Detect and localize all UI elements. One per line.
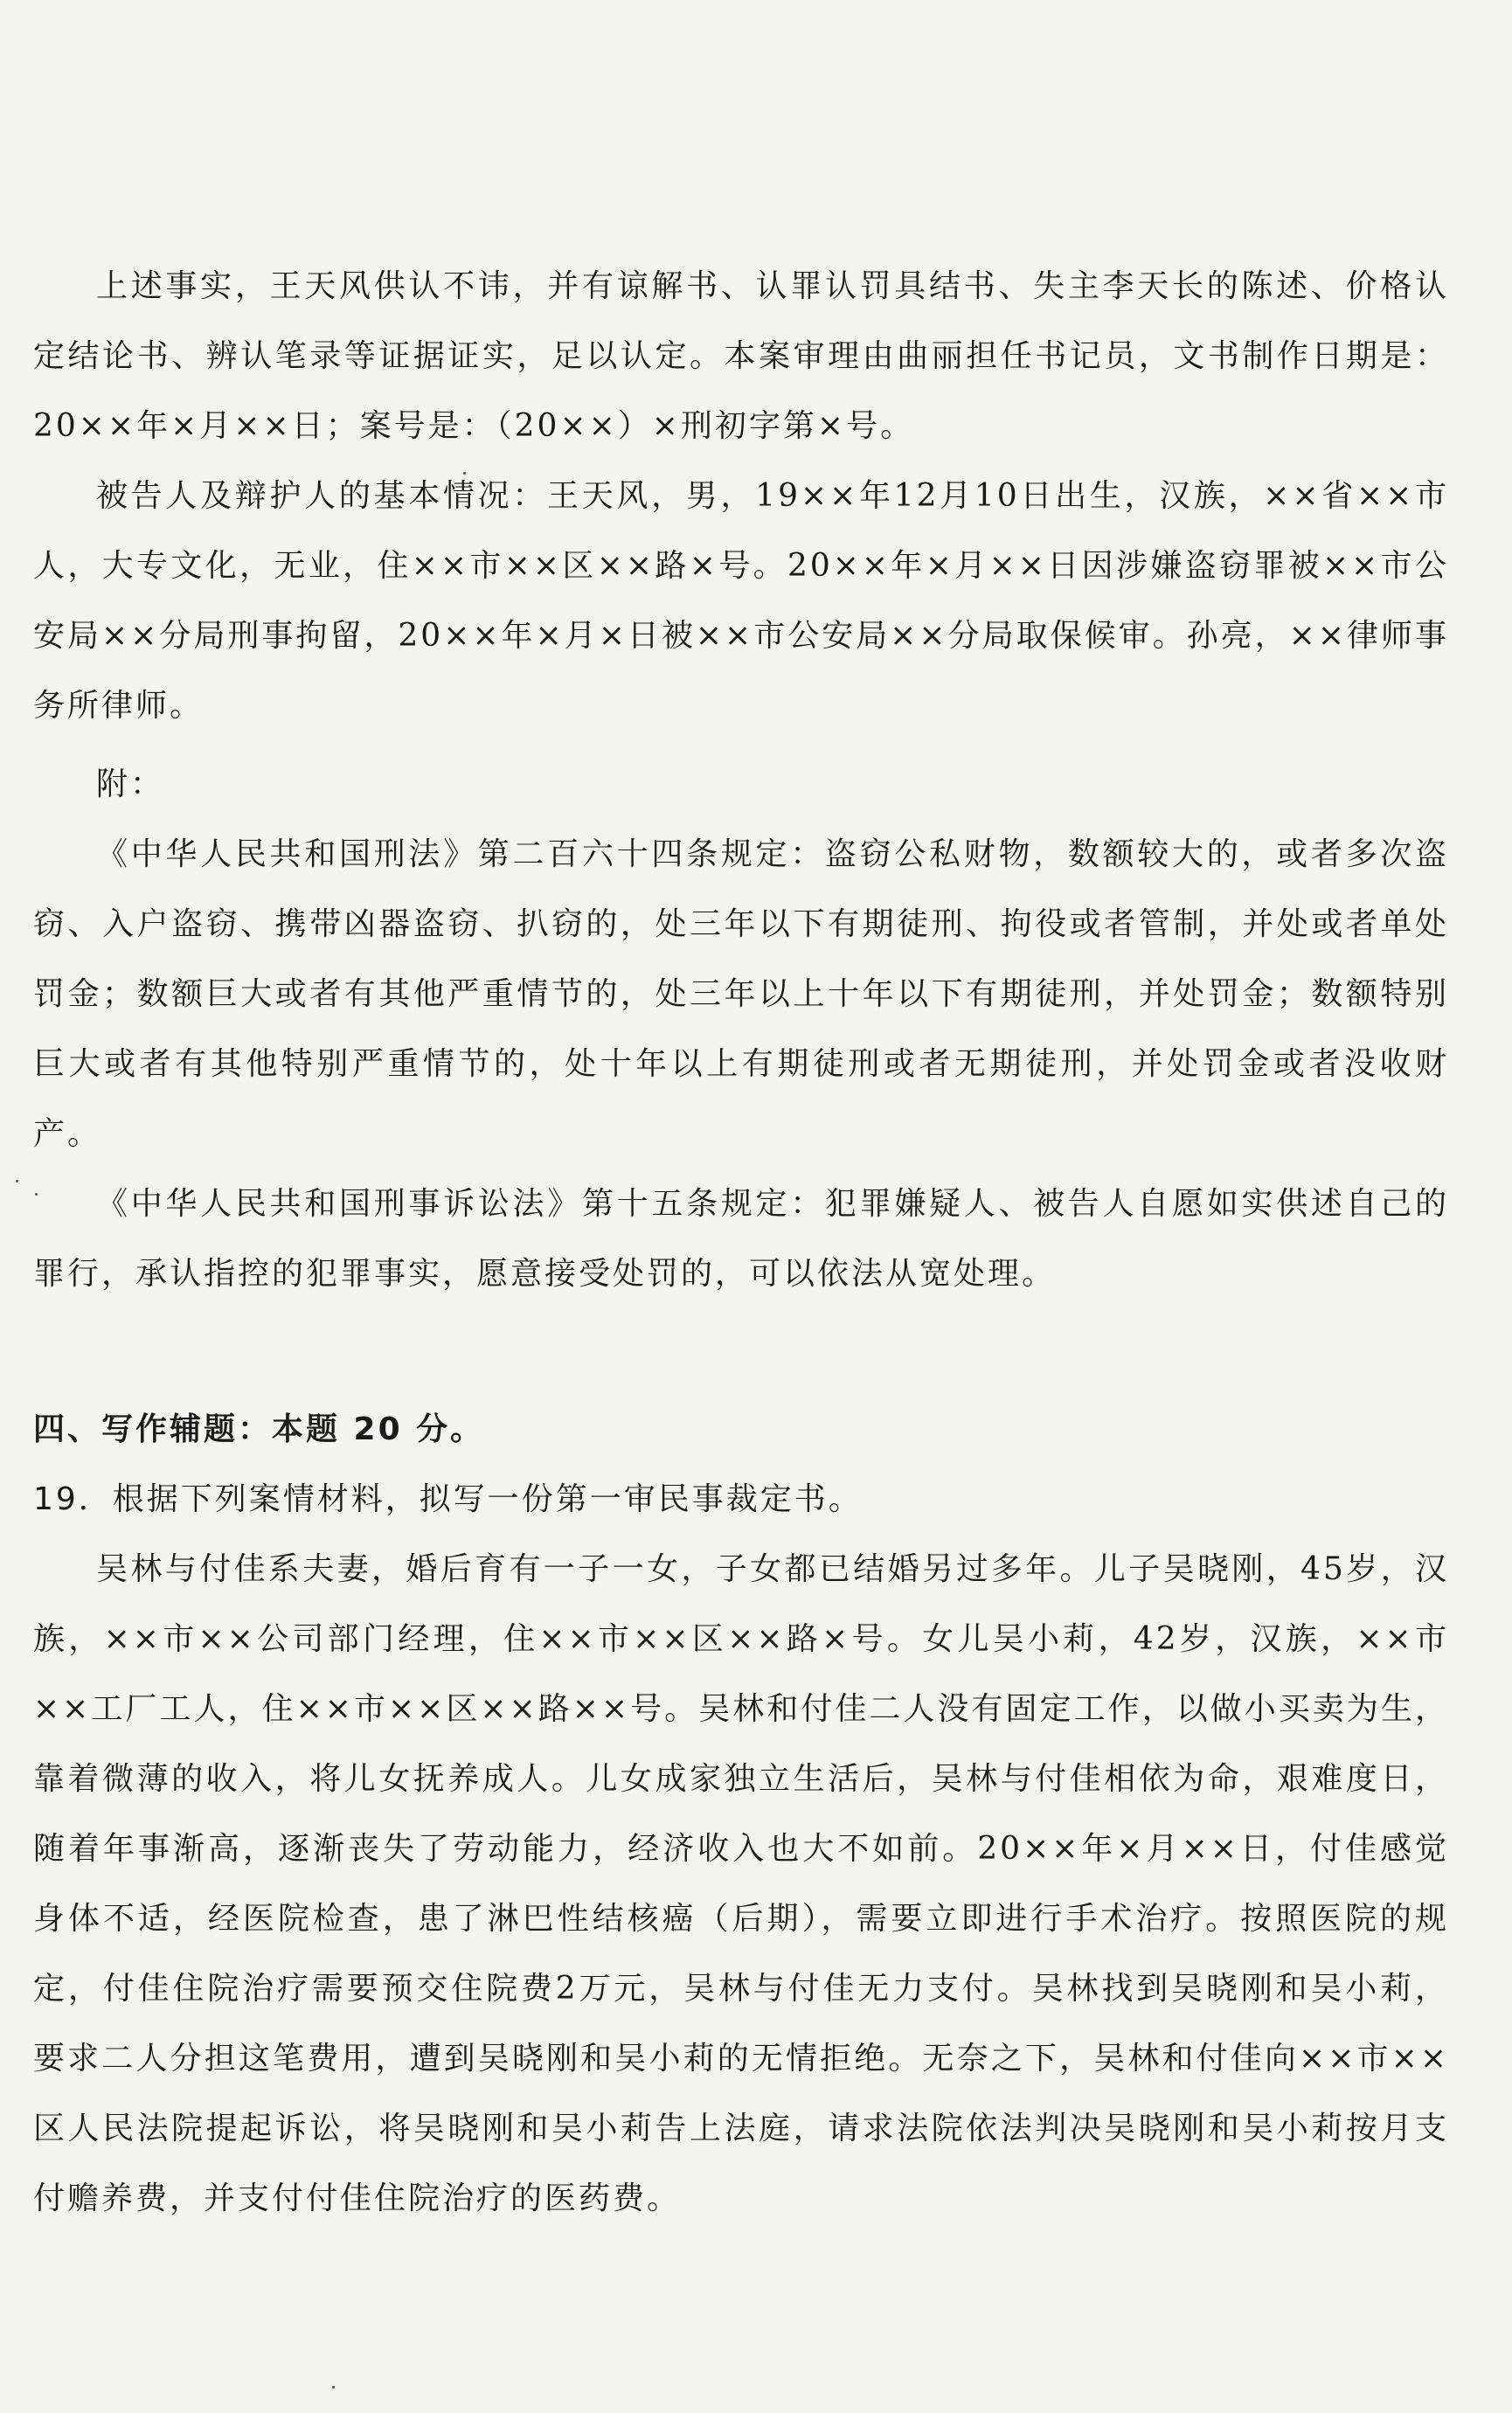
section-heading: 四、写作辅题：本题 20 分。: [33, 1411, 485, 1447]
case-material-paragraph: 吴林与付佳系夫妻，婚后育有一子一女，子女都已结婚另过多年。儿子吴晓刚，45岁，汉族，××市××公司部门经理，住××市××区××路×号。女儿吴小莉，42岁，汉族，××市××工厂工人，住××市××区××路××号。吴林和付佳二人没有固定工作，以做小买卖为生，靠着微薄的收入，将儿女抚养成人。儿女成家独立生活后，吴林与付佳相依为命，艰难度日，随着年事渐高，逐渐丧失了劳动能力，经济收入也大不如前。20××年×月××日，付佳感觉身体不适，经医院检查，患了淋巴性结核癌（后期），需要立即进行手术治疗。按照医院的规定，付佳住院治疗需要预交住院费2万元，吴林与付佳无力支付。吴林找到吴晓刚和吴小莉，要求二人分担这笔费用，遭到吴晓刚和吴小莉的无情拒绝。无奈之下，吴林和付佳向××市××区人民法院提起诉讼，将吴晓刚和吴小莉告上法庭，请求法院依法判决吴晓刚和吴小莉按月支付赡养费，并支付付佳住院治疗的医药费。: [33, 1551, 1449, 2216]
writing-question-section: [33, 1395, 1449, 2234]
scan-speck: [463, 472, 466, 475]
criminal-law-article: 《中华人民共和国刑法》第二百六十四条规定：盗窃公私财物，数额较大的，或者多次盗窃、入户盗窃、携带凶器盗窃、扒窃的，处三年以下有期徒刑、拘役或者管制，并处或者单处罚金；数额巨大或者有其他严重情节的，处三年以上十年以下有期徒刑，并处罚金；数额特别巨大或者有其他特别严重情节的，处十年以上有期徒刑或者无期徒刑，并处罚金或者没收财产。: [33, 836, 1449, 1152]
criminal-procedure-law-article: 《中华人民共和国刑事诉讼法》第十五条规定：犯罪嫌疑人、被告人自愿如实供述自己的罪行，承认指控的犯罪事实，愿意接受处罚的，可以依法从宽处理。: [33, 1186, 1449, 1292]
case-facts-section: [33, 252, 1449, 741]
defendant-info-paragraph: 被告人及辩护人的基本情况：王天风，男，19××年12月10日出生，汉族，××省××市人，大专文化，无业，住××市××区××路×号。20××年×月××日因涉嫌盗窃罪被××市公安局××分局刑事拘留，20××年×月×日被××市公安局××分局取保候审。孙亮，××律师事务所律师。: [33, 478, 1449, 724]
scan-speck: [35, 1193, 38, 1196]
scan-speck: [16, 1180, 18, 1182]
appendix-label: 附：: [96, 766, 165, 802]
scan-speck: [332, 2386, 335, 2389]
facts-paragraph: 上述事实，王天风供认不讳，并有谅解书、认罪认罚具结书、失主李天长的陈述、价格认定结论书、辨认笔录等证据证实，足以认定。本案审理由曲丽担任书记员，文书制作日期是：20××年×月××日；案号是：（20××）×刑初字第×号。: [33, 268, 1449, 444]
question-prompt: 19．根据下列案情材料，拟写一份第一审民事裁定书。: [33, 1481, 863, 1517]
appendix-section: [33, 750, 1449, 1309]
